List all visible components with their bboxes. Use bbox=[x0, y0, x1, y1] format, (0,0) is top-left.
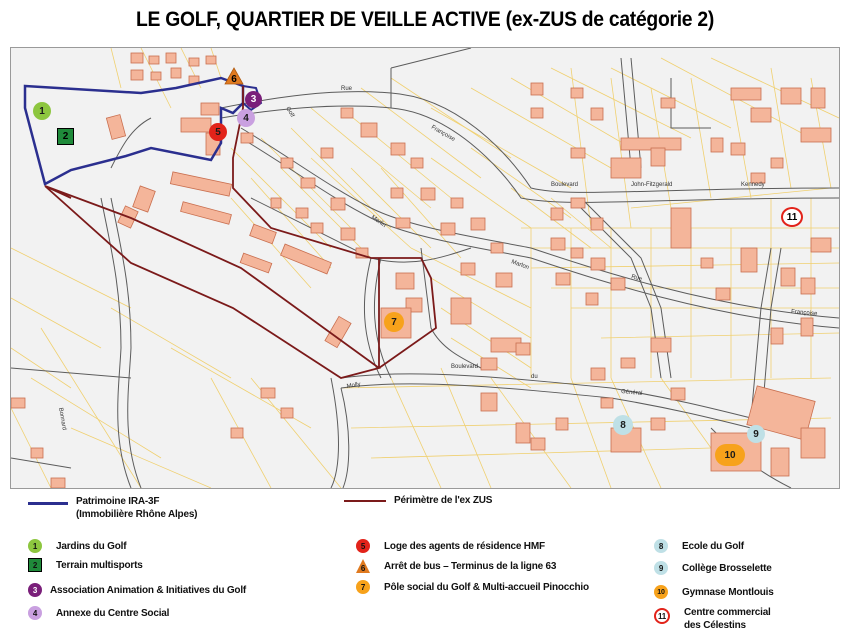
legend-item-1 bbox=[28, 539, 126, 553]
street-label-golf: Golf bbox=[284, 106, 295, 119]
legend-symbol-11: 11 bbox=[654, 608, 670, 624]
street-label-kennedy: Kennedy bbox=[741, 182, 765, 188]
street-label-marlon: Marlon bbox=[510, 259, 530, 272]
legend-symbol-4: 4 bbox=[28, 606, 42, 620]
legend-symbol-1: 1 bbox=[28, 539, 42, 553]
legend-zus-text: Périmètre de l'ex ZUS bbox=[394, 495, 493, 506]
legend-item-8 bbox=[654, 539, 744, 553]
legend-zus-line bbox=[344, 500, 386, 502]
legend-text-11-line1: Centre commercial bbox=[684, 607, 771, 618]
legend-text-6: Arrêt de bus – Terminus de la ligne 63 bbox=[384, 560, 557, 572]
street-label-boulevard: Boulevard bbox=[551, 182, 579, 188]
legend-symbol-9: 9 bbox=[654, 561, 668, 575]
legend-text-1: Jardins du Golf bbox=[56, 540, 127, 552]
marker-8-label: 8 bbox=[620, 419, 626, 431]
marker-5-loge[interactable] bbox=[209, 123, 227, 141]
marker-1-jardins[interactable] bbox=[33, 102, 51, 120]
street-label-du: du bbox=[531, 374, 538, 380]
legend-symbol-3: 3 bbox=[28, 583, 42, 597]
legend-symbol-2: 2 bbox=[28, 558, 42, 572]
street-label-rue: Rue bbox=[341, 86, 353, 92]
marker-11-centre-commercial[interactable] bbox=[781, 207, 803, 227]
legend-text-3: Association Animation & Initiatives du Golf bbox=[50, 584, 247, 596]
legend-text-4: Annexe du Centre Social bbox=[56, 607, 170, 619]
legend-item-2 bbox=[28, 558, 143, 572]
legend-text-7: Pôle social du Golf & Multi-accueil Pinocchio bbox=[384, 581, 589, 593]
legend-symbol-7: 7 bbox=[356, 580, 370, 594]
buildings bbox=[11, 53, 831, 488]
legend-patrimoine-title: Patrimoine IRA-3F bbox=[76, 496, 160, 507]
street-label-francoise: Françoise bbox=[430, 124, 456, 143]
street-label-bonnard: Bonnard bbox=[57, 407, 67, 431]
street-label-general: Général bbox=[620, 389, 643, 397]
page-title: LE GOLF, QUARTIER DE VEILLE ACTIVE (ex-ZUS de catégorie 2) bbox=[136, 8, 714, 31]
street-label-rue-2: Rue bbox=[630, 274, 643, 283]
map-legend bbox=[0, 488, 850, 638]
legend-symbol-6 bbox=[356, 559, 370, 573]
marker-9-college[interactable] bbox=[747, 425, 765, 443]
legend-text-2: Terrain multisports bbox=[56, 559, 143, 571]
legend-patrimoine-text bbox=[76, 495, 197, 521]
legend-text-10: Gymnase Montlouis bbox=[682, 586, 774, 598]
marker-2-terrain[interactable] bbox=[57, 128, 74, 145]
marker-4-label: 4 bbox=[243, 112, 249, 124]
marker-6-label: 6 bbox=[231, 73, 237, 85]
legend-item-6 bbox=[356, 559, 556, 573]
legend-item-10 bbox=[654, 585, 774, 599]
legend-text-11 bbox=[684, 606, 771, 632]
marker-6-bus-stop[interactable] bbox=[224, 67, 244, 85]
legend-item-3 bbox=[28, 583, 246, 597]
marker-3-association[interactable] bbox=[245, 91, 262, 108]
legend-item-11 bbox=[654, 606, 771, 632]
marker-11-label: 11 bbox=[786, 211, 798, 223]
legend-text-5: Loge des agents de résidence HMF bbox=[384, 540, 545, 552]
street-label-francoise-2: Françoise bbox=[790, 309, 818, 318]
marker-10-gymnase[interactable] bbox=[715, 444, 745, 466]
marker-10-label: 10 bbox=[724, 449, 736, 461]
map-canvas bbox=[11, 48, 839, 488]
street-label-john-fitzgerald: John-Fitzgerald bbox=[631, 182, 673, 188]
marker-5-label: 5 bbox=[215, 126, 221, 138]
legend-item-5 bbox=[356, 539, 545, 553]
legend-text-11-line2: des Célestins bbox=[684, 620, 746, 631]
map-area[interactable] bbox=[10, 47, 840, 489]
street-label-boulevard-2: Boulevard bbox=[451, 364, 479, 370]
legend-symbol-5: 5 bbox=[356, 539, 370, 553]
legend-item-4 bbox=[28, 606, 169, 620]
legend-symbol-10: 10 bbox=[654, 585, 668, 599]
marker-7-label: 7 bbox=[391, 316, 397, 328]
legend-item-7 bbox=[356, 580, 589, 594]
legend-text-9: Collège Brosselette bbox=[682, 562, 772, 574]
street-label-molly: Molly bbox=[346, 381, 362, 390]
marker-1-label: 1 bbox=[39, 105, 45, 117]
legend-symbol-6-number: 6 bbox=[360, 563, 366, 573]
marker-2-label: 2 bbox=[62, 131, 69, 142]
legend-patrimoine-subtitle: (Immobilière Rhône Alpes) bbox=[76, 509, 198, 520]
legend-symbol-8: 8 bbox=[654, 539, 668, 553]
marker-7-pole-social[interactable] bbox=[384, 312, 404, 332]
marker-9-label: 9 bbox=[753, 428, 759, 440]
marker-4-annexe[interactable] bbox=[237, 109, 255, 127]
street-label-merlin: Merlin bbox=[369, 214, 387, 230]
marker-8-ecole[interactable] bbox=[613, 415, 633, 435]
marker-3-label: 3 bbox=[250, 94, 257, 105]
legend-patrimoine-line bbox=[28, 502, 68, 505]
legend-text-8: Ecole du Golf bbox=[682, 540, 744, 552]
legend-item-9 bbox=[654, 561, 772, 575]
